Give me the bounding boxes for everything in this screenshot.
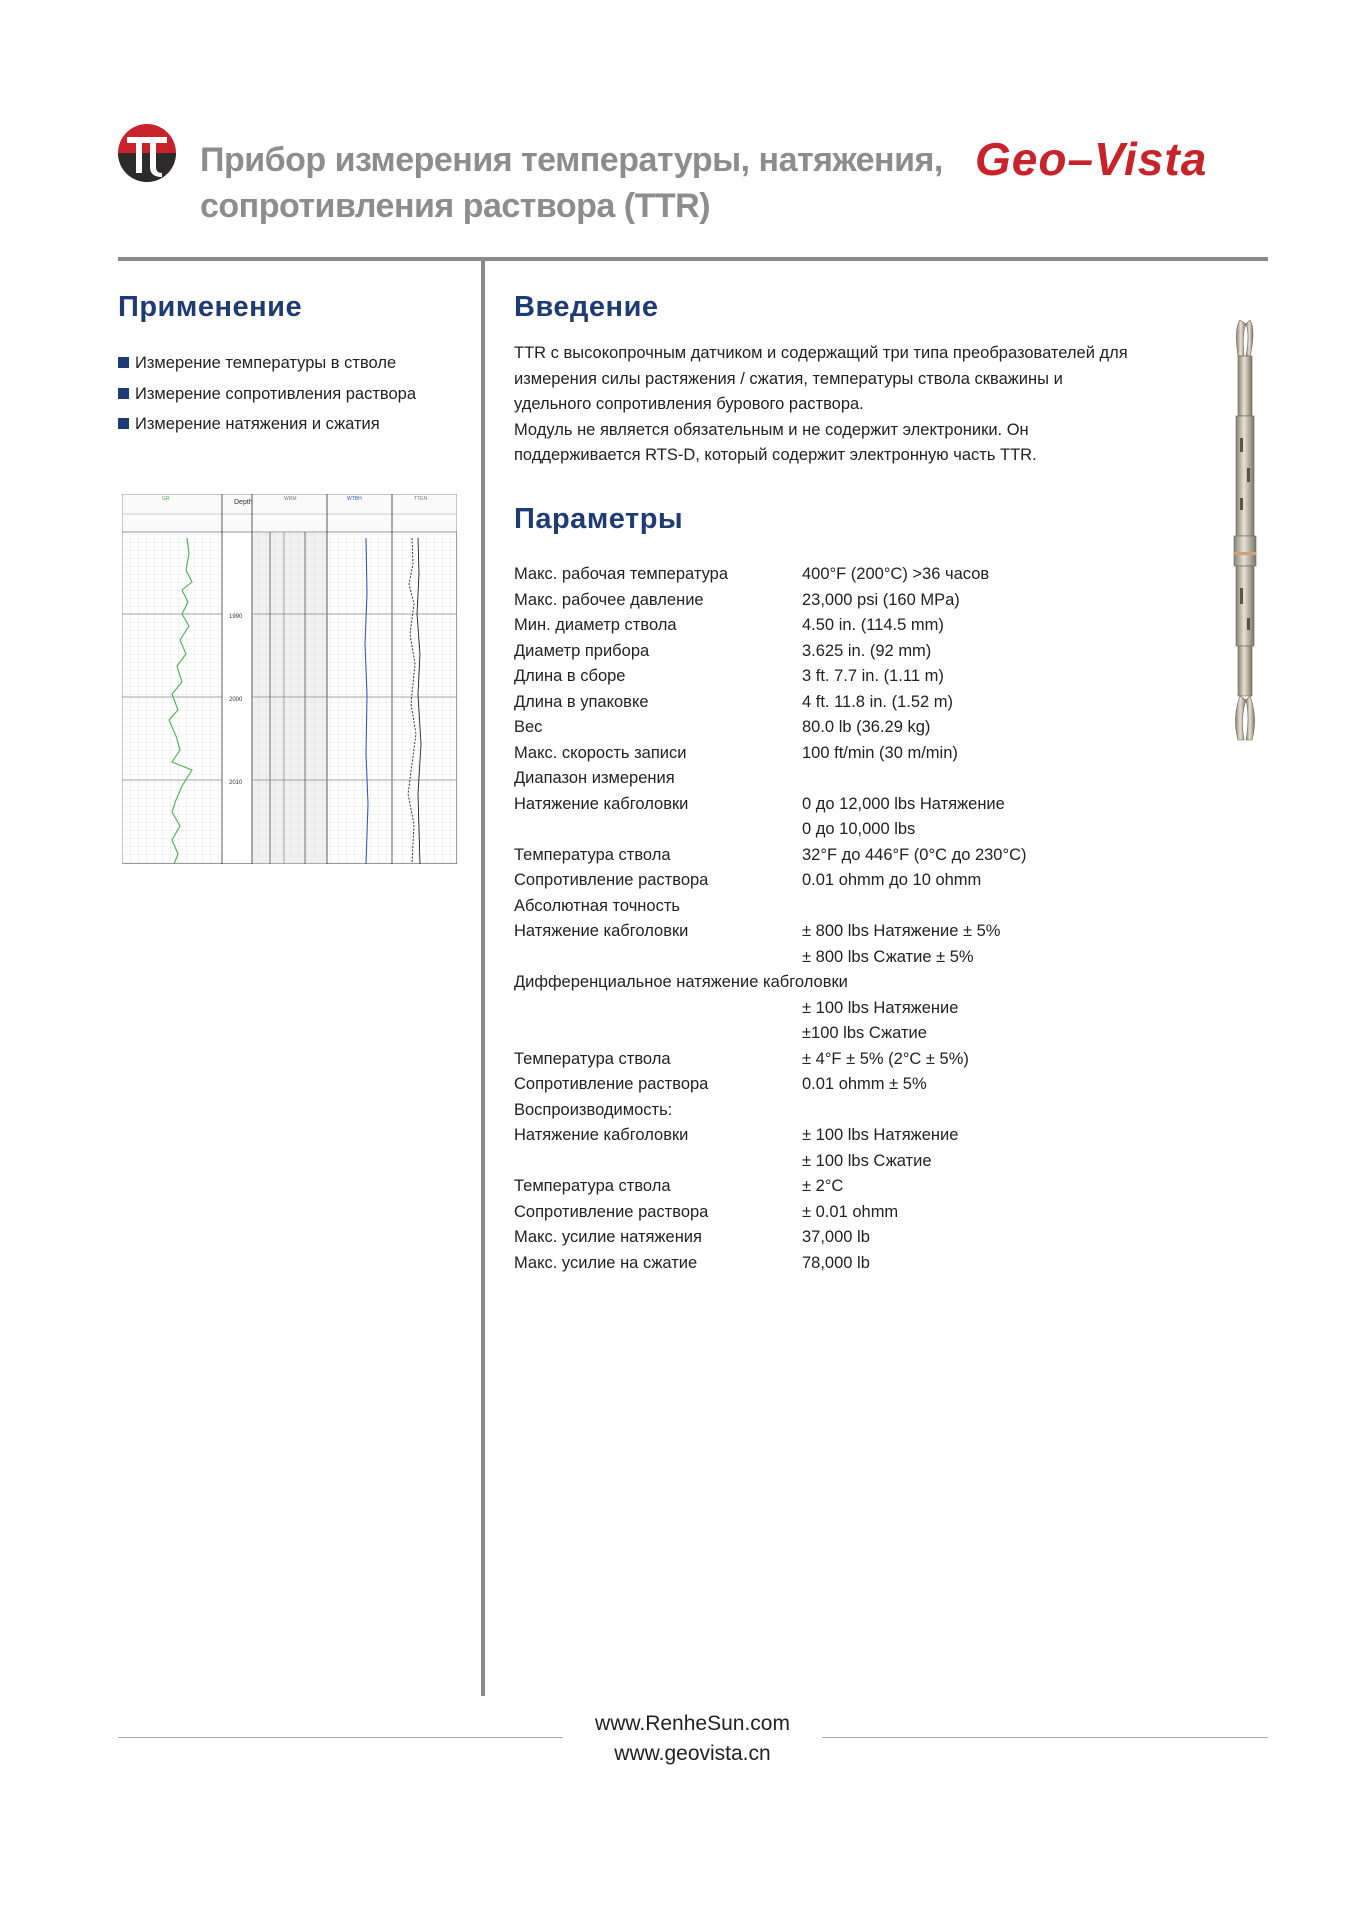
table-row [514,1225,1094,1251]
table-row [514,1251,1094,1277]
intro-text [514,341,1174,469]
param-value: 4 ft. 11.8 in. (1.52 m) [802,692,954,711]
param-value: ± 800 lbs Сжатие ± 5% [802,947,974,966]
depth-tick: 1990 [229,614,243,620]
table-row [514,1149,1094,1175]
table-row [514,1174,1094,1200]
table-row [514,894,1094,920]
param-value: 0.01 ohmm ± 5% [802,1075,927,1093]
parameters-heading: Параметры [514,503,684,535]
table-row [514,792,1094,818]
param-label: Сопротивление раствора [514,1202,709,1221]
param-label: Натяжение кабголовки [514,794,689,813]
table-row [514,766,1094,792]
param-value: 3.625 in. (92 mm) [802,641,932,660]
param-value: ± 0.01 ohmm [802,1202,899,1221]
svg-text:WRM: WRM [284,496,297,502]
table-row [514,741,1094,767]
param-label: Натяжение кабголовки [514,1126,689,1144]
well-log-image [122,494,457,864]
bullet-square-icon [118,388,129,399]
header-divider [118,257,1268,261]
depth-header: Depth [234,499,253,506]
bullet-square-icon [118,418,129,429]
param-value: 100 ft/min (30 m/min) [802,743,958,762]
title-line-2: сопротивления раствора (TTR) [200,187,711,225]
param-label: Абсолютная точность [514,896,680,915]
param-label: Макс. рабочее давление [514,590,704,609]
param-label: Дифференциальное натяжение кабголовки [514,973,848,991]
company-logo-icon [117,123,177,183]
list-item: Измерение сопротивления раствора [118,379,416,410]
table-row [514,715,1094,741]
param-value: ± 100 lbs Сжатие [802,1151,932,1170]
intro-line: поддерживается RTS-D, который содержит электронную часть TTR. [514,446,1037,464]
param-label: Сопротивление раствора [514,871,709,889]
param-value: 23,000 psi (160 MPa) [802,590,960,609]
website-link-renhesun[interactable]: www.RenheSun.com [595,1712,790,1735]
list-item: Измерение натяжения и сжатия [118,409,416,440]
param-value: 78,000 lb [802,1253,870,1272]
param-value: 80.0 lb (36.29 kg) [802,718,931,736]
table-row [514,1098,1094,1124]
param-value: 0 до 12,000 lbs Натяжение [802,794,1005,813]
intro-line: измерения силы растяжения / сжатия, температуры ствола скважины и [514,369,1063,388]
table-row [514,1200,1094,1226]
table-row [514,970,1094,996]
param-label: Температура ствола [514,1177,671,1195]
intro-line: Модуль не является обязательным и не содержит электроники. Он [514,420,1029,439]
param-label: Воспроизводимость: [514,1100,673,1119]
param-label: Диаметр прибора [514,641,650,660]
param-label: Длина в упаковке [514,692,649,711]
param-label: Мин. диаметр ствола [514,616,677,634]
table-row [514,919,1094,945]
footer-divider-right [822,1737,1268,1738]
param-value: ± 4°F ± 5% (2°C ± 5%) [802,1049,969,1068]
param-value: ± 2°C [802,1177,844,1195]
param-label: Макс. рабочая температура [514,565,728,583]
intro-heading: Введение [514,291,659,323]
param-label: Макс. усилие на сжатие [514,1253,698,1272]
param-value: 3 ft. 7.7 in. (1.11 m) [802,667,944,685]
ttr-tool-image [1220,318,1270,743]
depth-tick: 2000 [229,697,243,703]
param-value: 4.50 in. (114.5 mm) [802,616,944,634]
table-row [514,1021,1094,1047]
table-row [514,588,1094,614]
param-label: Температура ствола [514,845,671,864]
table-row [514,639,1094,665]
table-row [514,817,1094,843]
param-value: ± 100 lbs Натяжение [802,998,959,1017]
footer-divider-left [118,1737,563,1738]
list-item: Измерение температуры в стволе [118,348,416,379]
param-value: 0 до 10,000 lbs [802,820,916,838]
parameters-table [514,562,1094,1276]
table-row [514,868,1094,894]
param-label: Макс. скорость записи [514,743,687,762]
param-value: 37,000 lb [802,1228,870,1246]
table-row [514,945,1094,971]
table-row [514,664,1094,690]
param-label: Натяжение кабголовки [514,922,689,940]
svg-text:WTBH: WTBH [347,496,362,502]
param-value: 0.01 ohmm до 10 ohmm [802,871,982,889]
param-value: ± 100 lbs Натяжение [802,1126,959,1144]
param-label: Диапазон измерения [514,769,675,787]
title-line-1: Прибор измерения температуры, натяжения, [200,141,943,179]
table-row [514,1123,1094,1149]
param-value: 400°F (200°C) >36 часов [802,565,990,583]
page-title [200,137,943,229]
brand-logo: Geo–Vista [975,133,1208,185]
param-label: Длина в сборе [514,667,626,685]
table-row [514,562,1094,588]
intro-line: TTR с высокопрочным датчиком и содержащий три типа преобразователей для [514,344,1128,362]
param-label: Вес [514,718,543,736]
application-heading: Применение [118,291,303,323]
table-row [514,1047,1094,1073]
table-row [514,690,1094,716]
application-list [118,348,416,440]
param-label: Макс. усилие натяжения [514,1228,702,1246]
svg-text:GR: GR [162,496,170,502]
depth-tick: 2010 [229,780,243,786]
intro-line: удельного сопротивления бурового раствора. [514,395,864,413]
table-row [514,843,1094,869]
table-row [514,613,1094,639]
table-row [514,996,1094,1022]
param-value: 32°F до 446°F (0°C до 230°C) [802,845,1027,864]
bullet-square-icon [118,357,129,368]
column-divider [481,259,485,1696]
param-label: Сопротивление раствора [514,1075,709,1093]
param-value: ± 800 lbs Натяжение ± 5% [802,922,1001,940]
param-value: ±100 lbs Сжатие [802,1024,927,1042]
table-row [514,1072,1094,1098]
website-link-geovista[interactable]: www.geovista.cn [614,1742,771,1765]
svg-text:TTEN: TTEN [414,496,428,502]
param-label: Температура ствола [514,1049,671,1068]
